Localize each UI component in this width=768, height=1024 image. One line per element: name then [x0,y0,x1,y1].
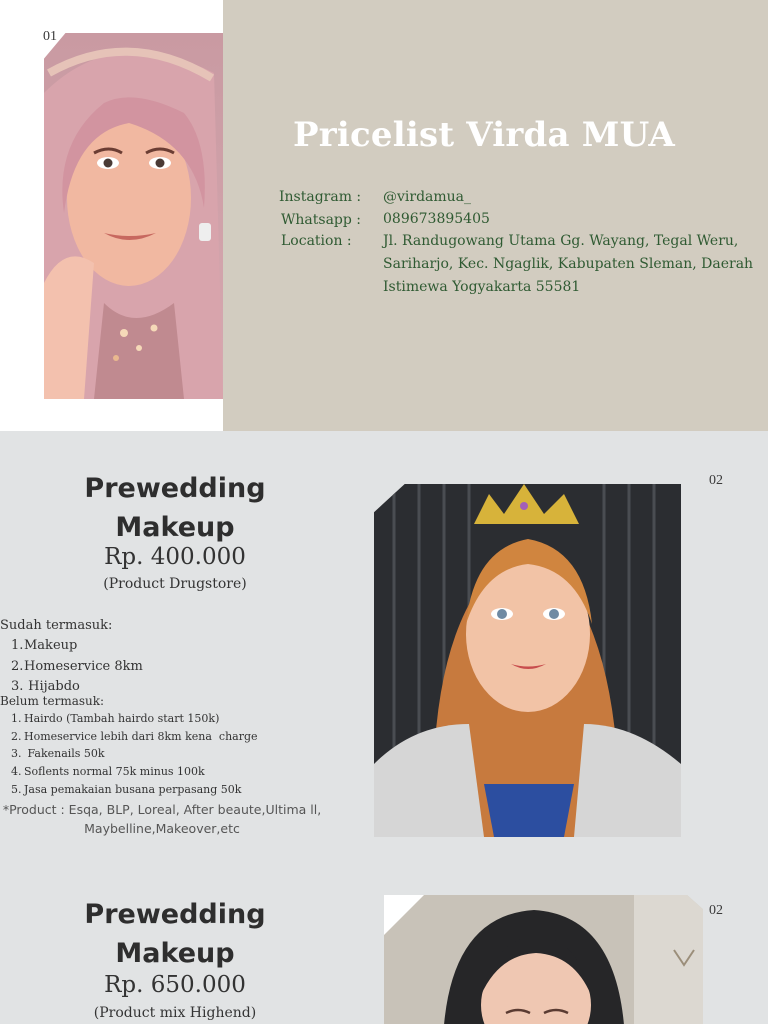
included-heading: Sudah termasuk: [0,618,113,633]
instagram-handle: @virdamua_ [383,189,472,205]
page-title: Pricelist Virda MUA [293,115,675,155]
list-item: 2. Homeservice lebih dari 8km kena charge [11,729,258,743]
instagram-label: Instagram : [279,189,362,205]
package-price: Rp. 400.000 [104,544,246,570]
included-list [11,636,143,698]
list-item: 4. Soflents normal 75k minus 100k [11,765,205,779]
list-item: 3. Fakenails 50k [11,747,105,761]
info-panel [223,0,768,431]
excluded-heading: Belum termasuk: [0,694,105,708]
package-product-type: (Product mix Highend) [93,1005,257,1021]
list-item: 2.Homeservice 8km [11,658,143,674]
excluded-list [11,710,258,799]
package-title: Prewedding Makeup [84,473,266,543]
model-photo-crown [374,484,681,837]
page-number: 02 [709,473,723,488]
cover-page [0,0,768,431]
package-product-type: (Product Drugstore) [103,576,247,592]
whatsapp-number: 089673895405 [383,211,490,227]
list-item: 5. Jasa pemakaian busana perpasang 50k [11,782,242,796]
list-item: 1. Hairdo (Tambah hairdo start 150k) [11,712,220,725]
whatsapp-label: Whatsapp : [281,212,362,228]
product-note: *Product : Esqa, BLP, Loreal, After beaute,Ultima ll, Maybelline,Makeover,etc [2,802,322,836]
page-number: 02 [709,903,723,918]
list-item: 3. Hijabdo [11,679,80,694]
list-item: 1.Makeup [11,638,78,653]
package-price: Rp. 650.000 [104,972,246,998]
model-photo-hijab-pink [44,33,223,399]
location-address: Jl. Randugowang Utama Gg. Wayang, Tegal Weru, Sariharjo, Kec. Ngaglik, Kabupaten Sleman, Daerah Istimewa Yogyakarta 55581 [383,233,754,295]
location-label: Location : [281,233,352,249]
package-title: Prewedding Makeup [84,899,266,969]
page-number: 01 [43,29,57,44]
price-page [0,431,768,1024]
model-photo-hijab-black [384,895,703,1024]
